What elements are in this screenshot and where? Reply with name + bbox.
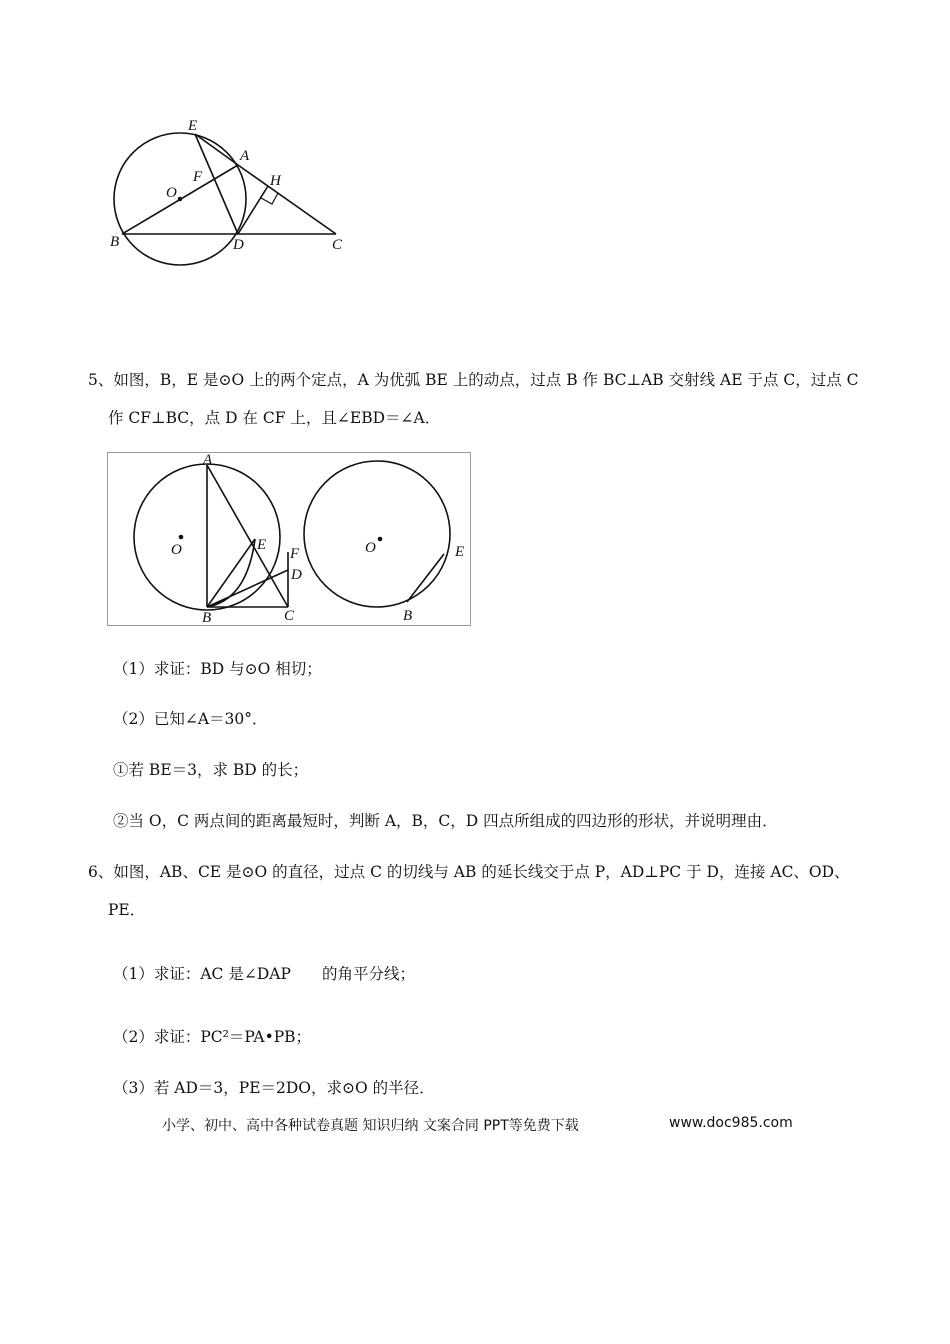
label-b-right: B xyxy=(403,608,413,624)
label-b-left: B xyxy=(202,610,212,626)
label-e-left: E xyxy=(257,537,267,553)
label-a: A xyxy=(203,452,213,468)
label-e-right: E xyxy=(455,544,465,560)
problem6-q1-a: （1）求证：AC 是∠DAP xyxy=(113,965,291,983)
center-left xyxy=(179,535,184,540)
segment-ac xyxy=(238,165,336,234)
problem6-line2: PE． xyxy=(108,901,146,919)
label-d: D xyxy=(233,237,244,253)
problem6-q2: （2）求证：PC²＝PA•PB； xyxy=(113,1028,312,1046)
problem5-q2a: ①若 BE＝3，求 BD 的长； xyxy=(113,761,309,779)
problem6-q3: （3）若 AD＝3，PE＝2DO，求⊙O 的半径． xyxy=(113,1079,435,1097)
segment-ac xyxy=(207,465,288,607)
label-c: C xyxy=(284,608,295,624)
label-o-left: O xyxy=(171,542,182,558)
circle-right xyxy=(304,461,450,607)
segment-dh xyxy=(238,186,268,234)
figure-circle-tangent-1 xyxy=(100,110,360,280)
figure-circles-2 xyxy=(107,452,472,628)
problem6-line1: 6、如图，AB、CE 是⊙O 的直径，过点 C 的切线与 AB 的延长线交于点 P，AD⊥PC 于 D，连接 AC、OD、 xyxy=(88,863,850,881)
problem6-q1-b: 的角平分线； xyxy=(322,965,416,983)
center-right xyxy=(378,537,383,542)
footer-url[interactable]: www.doc985.com xyxy=(669,1115,793,1131)
label-d: D xyxy=(291,567,302,583)
problem5-q1: （1）求证：BD 与⊙O 相切； xyxy=(113,660,322,678)
label-e: E xyxy=(188,118,198,134)
problem5-line2: 作 CF⊥BC，点 D 在 CF 上，且∠EBD＝∠A． xyxy=(108,409,441,427)
problem5-q2b: ②当 O，C 两点间的距离最短时，判断 A，B，C，D 四点所组成的四边形的形状，并说明理由． xyxy=(113,812,778,830)
figure-frame xyxy=(108,453,471,626)
label-o-right: O xyxy=(365,540,376,556)
footer-text: 小学、初中、高中各种试卷真题 知识归纳 文案合同 PPT等免费下载 xyxy=(162,1118,579,1134)
label-h: H xyxy=(270,173,281,189)
label-f: F xyxy=(193,169,203,185)
label-a: A xyxy=(240,148,250,164)
problem5-line1: 5、如图，B，E 是⊙O 上的两个定点，A 为优弧 BE 上的动点，过点 B 作 BC⊥AB 交射线 AE 于点 C，过点 C xyxy=(88,371,859,389)
problem5-q2: （2）已知∠A＝30°． xyxy=(113,710,268,728)
label-f: F xyxy=(290,546,300,562)
right-angle-mark xyxy=(261,193,278,204)
segment-be-right xyxy=(407,554,444,602)
label-b: B xyxy=(110,234,120,250)
center-point xyxy=(178,197,183,202)
label-o: O xyxy=(166,185,177,201)
label-c: C xyxy=(332,237,343,253)
